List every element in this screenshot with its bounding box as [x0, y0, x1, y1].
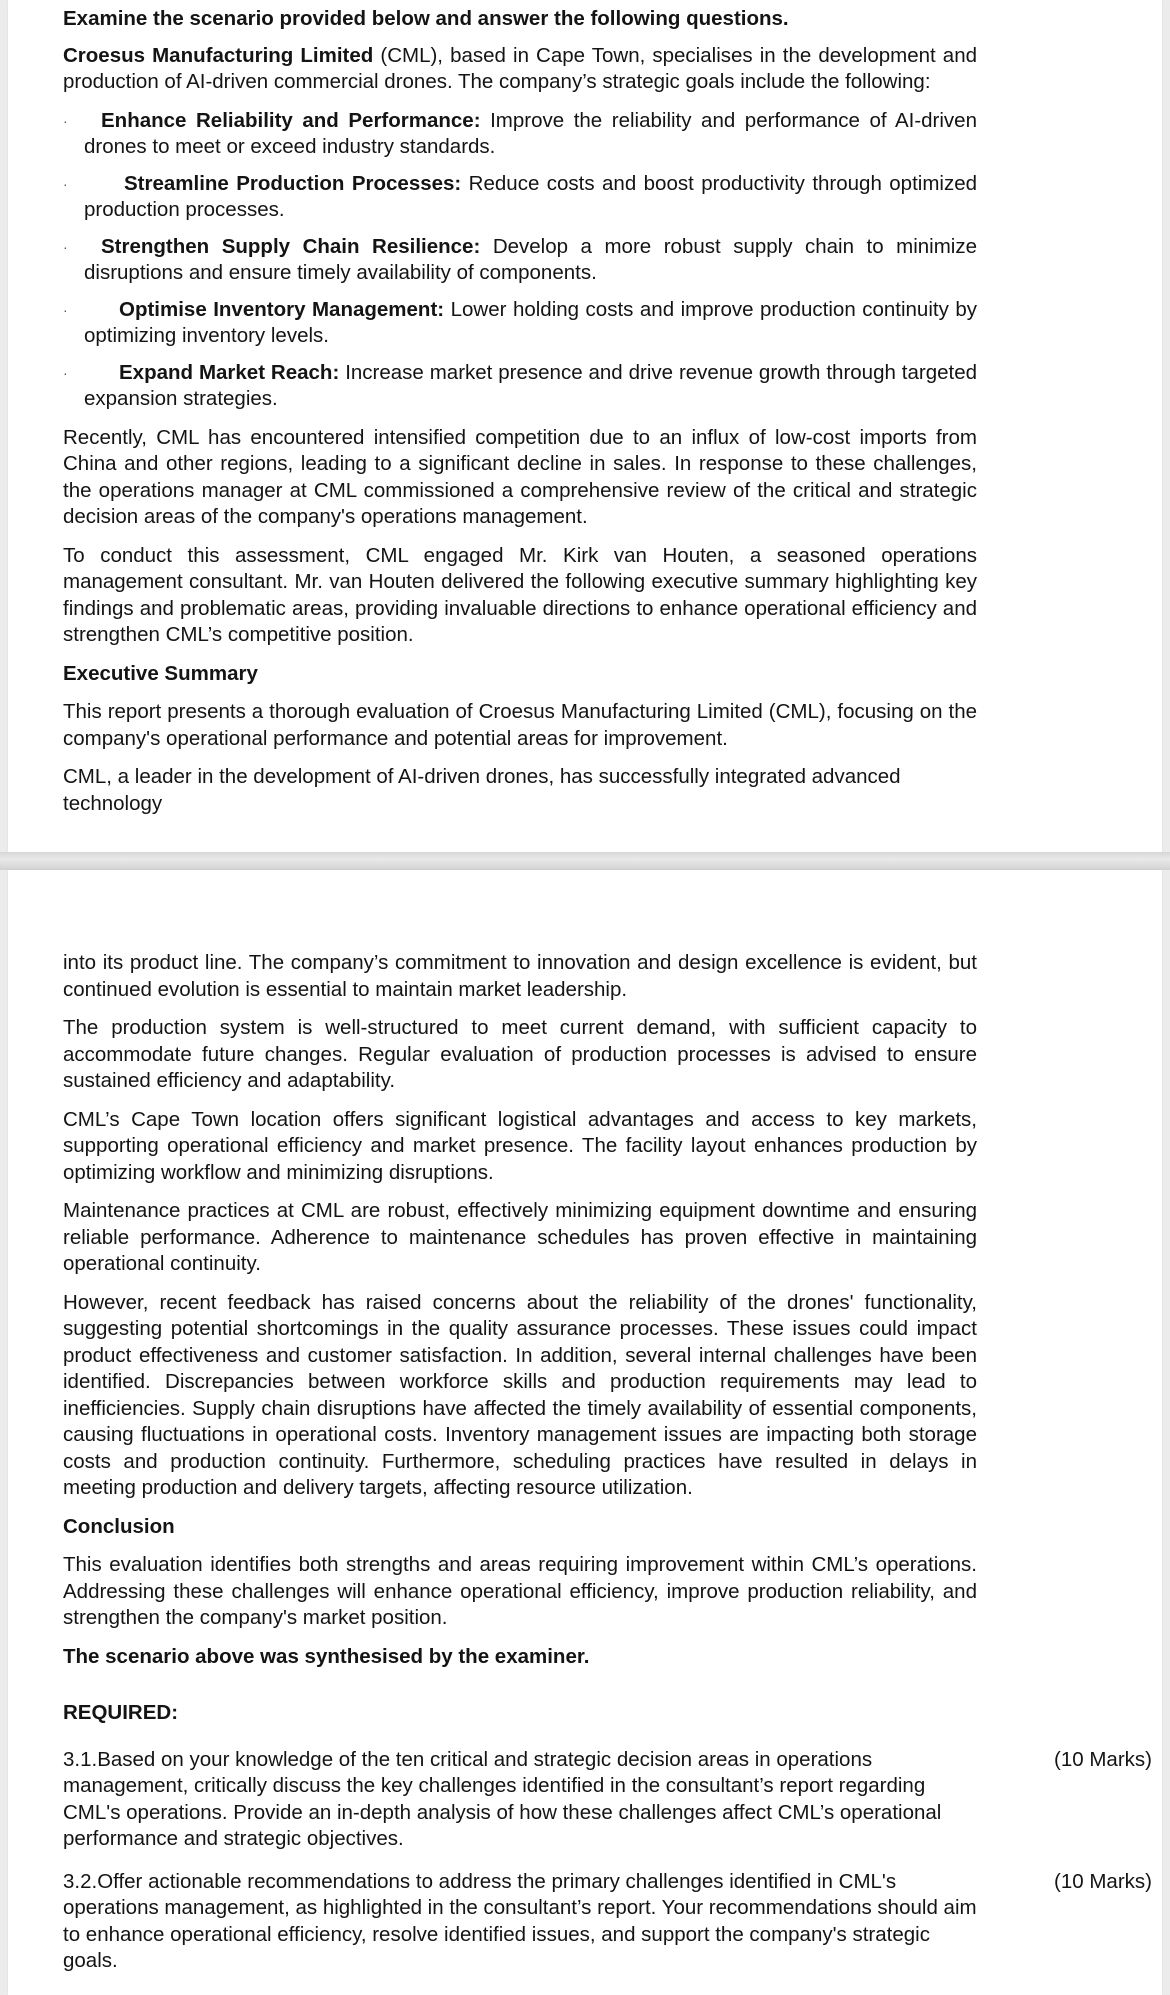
page-1-content: [63, 6, 977, 829]
body-paragraph: However, recent feedback has raised concerns about the reliability of the drones' functionality, suggesting potential shortcomings in the quality assurance processes. These issues could impact product effectiveness and customer satisfaction. In addition, several internal challenges have been identified. Discrepancies between workforce skills and production requirements may lead to inefficiencies. Supply chain disruptions have affected the timely availability of essential components, causing fluctuations in operational costs. Inventory management issues are impacting both storage costs and production continuity. Furthermore, scheduling practices have resulted in delays in meeting production and delivery targets, affecting resource utilization.: [63, 1290, 977, 1499]
bullet-icon: ·: [63, 175, 68, 192]
question-text: 3.1.Based on your knowledge of the ten critical and strategic decision areas in operations management, critically discuss the key challenges identified in the consultant’s report regarding CML's operations. Provide an in-depth analysis of how these challenges affect CML’s operational performance and strategic objectives.: [63, 1747, 942, 1850]
conclusion-heading: Conclusion: [63, 1514, 175, 1538]
goal-item: · Streamline Production Processes: Reduce costs and boost productivity through optimized production processes.: [63, 171, 978, 221]
conclusion-paragraph: This evaluation identifies both strengths and areas requiring improvement within CML’s operations. Addressing these challenges will enhance operational efficiency, improve production reliability, and strengthen the company's market position.: [63, 1553, 977, 1629]
question-marks: (10 Marks): [1054, 1747, 1152, 1771]
body-paragraph: CML, a leader in the development of AI-driven drones, has successfully integrated advanced technology: [63, 765, 901, 815]
bullet-icon: ·: [63, 238, 68, 255]
body-paragraph: Recently, CML has encountered intensified competition due to an influx of low-cost imports from China and other regions, leading to a significant decline in sales. In response to these challenges, the operations manager at CML commissioned a comprehensive review of the critical and strategic decision areas of the company's operations management.: [63, 425, 977, 528]
page-2-content: [63, 950, 1152, 1991]
bullet-icon: ·: [63, 301, 68, 318]
body-paragraph: into its product line. The company’s commitment to innovation and design excellence is evident, but continued evolution is essential to maintain market leadership.: [63, 951, 977, 1001]
question-marks: (10 Marks): [1054, 1869, 1152, 1893]
executive-summary-heading: Executive Summary: [63, 661, 258, 685]
body-paragraph: To conduct this assessment, CML engaged Mr. Kirk van Houten, a seasoned operations management consultant. Mr. van Houten delivered the following executive summary highlighting key findings and problematic areas, providing invaluable directions to enhance operational efficiency and strengthen CML’s competitive position.: [63, 543, 977, 646]
body-paragraph: Maintenance practices at CML are robust, effectively minimizing equipment downtime and ensuring reliable performance. Adherence to maintenance schedules has proven effective in maintaining operational continuity.: [63, 1199, 977, 1275]
question-3-2: [63, 1869, 1152, 1975]
goal-item: · Enhance Reliability and Performance: Improve the reliability and performance of AI-driven drones to meet or exceed industry standards.: [63, 108, 977, 158]
instruction: Examine the scenario provided below and answer the following questions.: [63, 7, 789, 30]
strategic-goals-list: [63, 108, 977, 413]
bullet-icon: ·: [63, 112, 68, 129]
goal-item: · Strengthen Supply Chain Resilience: Develop a more robust supply chain to minimize disruptions and ensure timely availability of components.: [63, 234, 978, 284]
body-paragraph: This report presents a thorough evaluation of Croesus Manufacturing Limited (CML), focusing on the company's operational performance and potential areas for improvement.: [63, 700, 977, 750]
document-page-1: [8, 0, 1162, 852]
question-text: 3.2.Offer actionable recommendations to address the primary challenges identified in CML's operations management, as highlighted in the consultant’s report. Your recommendations should aim to enhance operational efficiency, resolve identified issues, and support the company's strategic goals.: [63, 1869, 977, 1972]
body-paragraph: The production system is well-structured to meet current demand, with sufficient capacity to accommodate future changes. Regular evaluation of production processes is advised to ensure sustained efficiency and adaptability.: [63, 1016, 977, 1092]
required-heading: REQUIRED:: [63, 1701, 179, 1724]
page-break: [0, 852, 1170, 870]
goal-item: · Expand Market Reach: Increase market presence and drive revenue growth through targeted expansion strategies.: [63, 360, 978, 410]
document-page-2: [8, 870, 1162, 1995]
question-3-1: [63, 1747, 1152, 1853]
synthesised-note: The scenario above was synthesised by the examiner.: [63, 1644, 590, 1668]
bullet-icon: ·: [63, 364, 68, 381]
body-paragraph: CML’s Cape Town location offers significant logistical advantages and access to key markets, supporting operational efficiency and market presence. The facility layout enhances production by optimizing workflow and minimizing disruptions.: [63, 1107, 977, 1184]
company-name: Croesus Manufacturing Limited: [63, 43, 374, 67]
goal-item: · Optimise Inventory Management: Lower holding costs and improve production continuity by optimizing inventory levels.: [63, 297, 977, 347]
company-intro-paragraph: Croesus Manufacturing Limited (CML), based in Cape Town, specialises in the development and production of AI-driven commercial drones. The company’s strategic goals include the following:: [63, 43, 977, 93]
